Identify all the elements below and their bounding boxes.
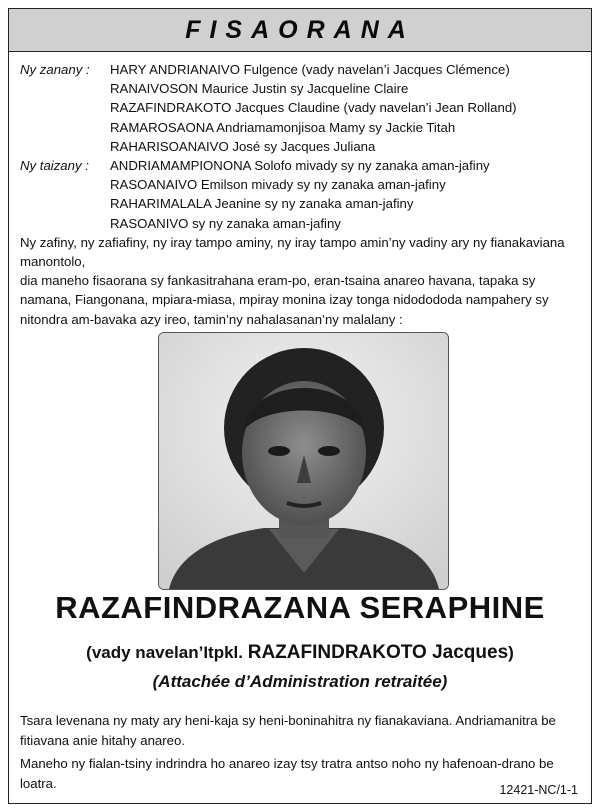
- child-name: RAHARISOANAIVO José sy Jacques Juliana: [110, 138, 376, 154]
- deceased-portrait: [158, 332, 449, 590]
- closing-text: [20, 711, 582, 797]
- intro-thanks-line: dia maneho fisaorana sy fankasitrahana eram-po, eran-tsaina anareo havana, tapaka sy namana, Fiangonana, mpiara-miasa, mpiray monina izay tonga nidodododa nampahery sy nitondra am-bavaka azy ireo, tamin’ny nahalasanan’ny malalany :: [20, 273, 549, 327]
- closing-paragraph: Tsara levenana ny maty ary heni-kaja sy heni-boninahitra ny fianakaviana. Andriamanitra be fitiavana anie hitahy anareo.: [20, 713, 556, 748]
- children-label: Ny zanany :: [20, 62, 90, 77]
- child-name: RANAIVOSON Maurice Justin sy Jacqueline Claire: [110, 81, 409, 97]
- children-row: [20, 60, 580, 156]
- children-names: [110, 60, 580, 156]
- reference-code: 12421-NC/1-1: [499, 783, 578, 797]
- grandchildren-label: Ny taizany :: [20, 158, 89, 174]
- grandchild-name: RASOANIVO sy ny zanaka aman-jafiny: [110, 215, 341, 231]
- spouse-name: RAZAFINDRAKOTO Jacques: [247, 642, 509, 663]
- intro-family-line: Ny zafiny, ny zafiafiny, ny iray tampo aminy, ny iray tampo amin’ny vadiny ary ny fianakaviana manontolo,: [20, 234, 565, 270]
- child-name: RAMAROSAONA Andriamamonjisoa Mamy sy Jackie Titah: [110, 119, 456, 135]
- deceased-name: RAZAFINDRAZANA SERAPHINE: [55, 590, 545, 625]
- spouse-suffix: ): [508, 643, 514, 662]
- spouse-prefix: (vady navelan’Itpkl.: [86, 643, 248, 662]
- portrait-image: [159, 333, 448, 589]
- child-name: HARY ANDRIANAIVO Fulgence (vady navelan’i Jacques Clémence): [110, 62, 510, 77]
- spouse-line: [0, 642, 600, 664]
- grandchild-name: RASOANAIVO Emilson mivady sy ny zanaka aman-jafiny: [110, 177, 446, 193]
- grandchild-name: RAHARIMALALA Jeanine sy ny zanaka aman-jafiny: [110, 196, 414, 212]
- grandchildren-names: [110, 156, 580, 233]
- deceased-title: (Attachée d’Administration retraitée): [152, 672, 448, 691]
- child-name: RAZAFINDRAKOTO Jacques Claudine (vady navelan’i Jean Rolland): [110, 100, 517, 116]
- notice-title: FISAORANA: [185, 15, 415, 44]
- notice-header: [9, 9, 591, 52]
- grandchildren-row: [20, 156, 580, 233]
- closing-paragraph: Maneho ny fialan-tsiny indrindra ho anareo izay tsy tratra antso noho ny hafenoan-drano be loatra.: [20, 756, 554, 791]
- family-list: [20, 60, 580, 329]
- grandchild-name: ANDRIAMAMPIONONA Solofo mivady sy ny zanaka aman-jafiny: [110, 158, 490, 174]
